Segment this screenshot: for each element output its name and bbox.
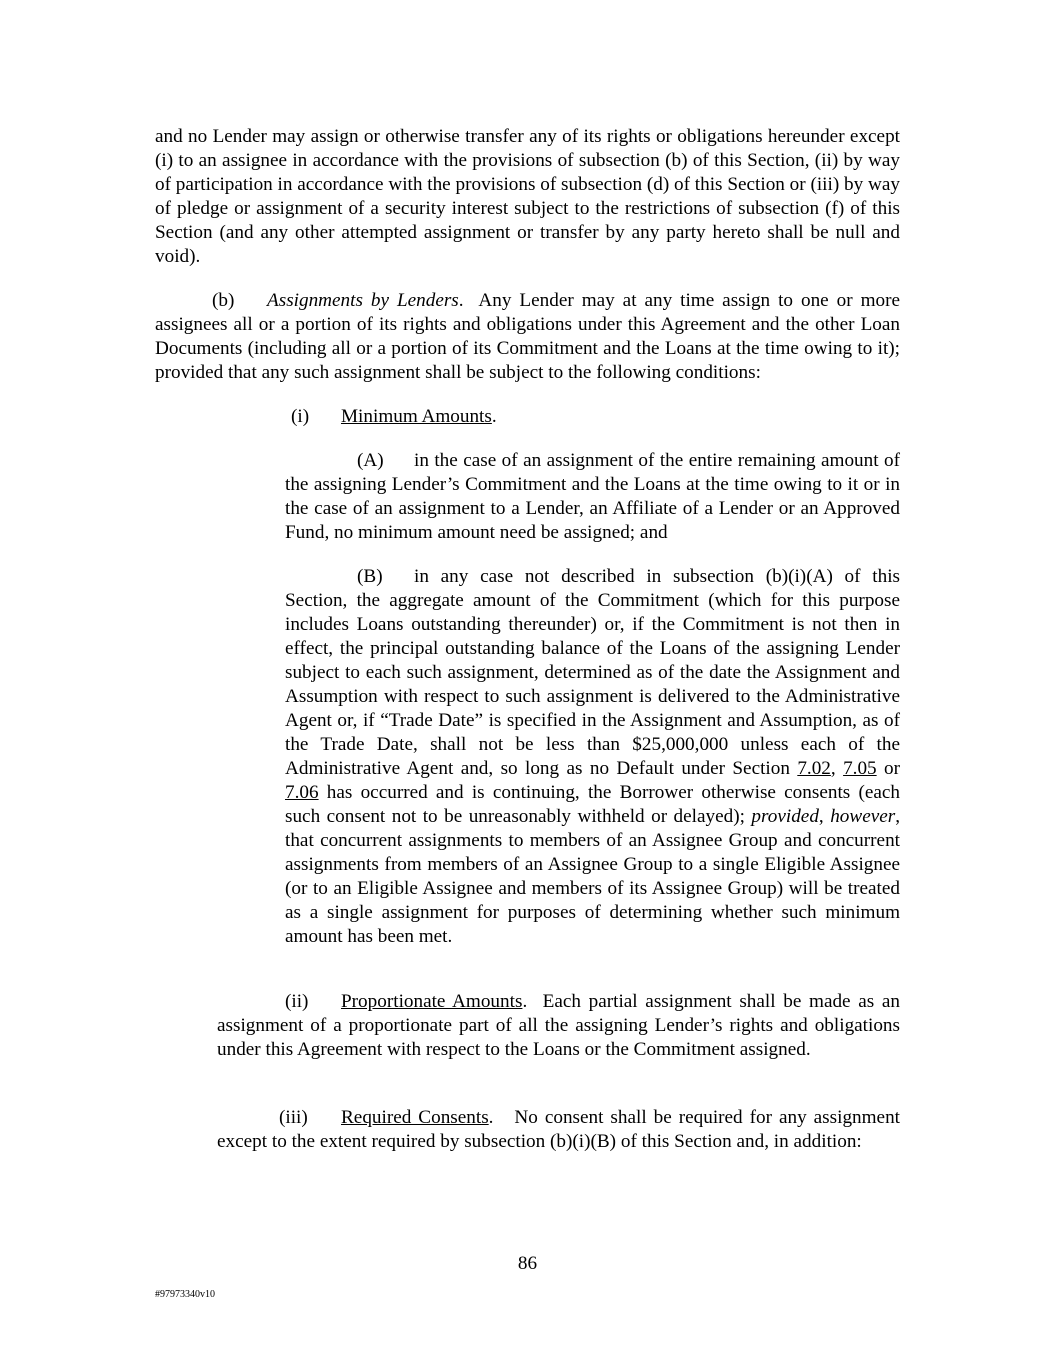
section-b-text: Any Lender may at any time assign to one or more assignees all or a portion of its rights and obligations under this Agreement and the other Loan Documents (including all or a portion of its Commitment and the Loans at the time owing to it); provided that any such assignment shall be subject to the following conditions:: [155, 290, 900, 383]
document-id: #97973340v10: [155, 1289, 215, 1300]
section-b-paragraph: (b) Assignments by Lenders. Any Lender may at any time assign to one or more assignees all or a portion of its rights and obligations under this Agreement and the other Loan Documents (including all or a portion of its Commitment and the Loans at the time owing to it); provided that any such assignment shall be subject to the following conditions:: [155, 290, 900, 383]
item-i-label: (i): [291, 406, 310, 427]
item-iii-text: No consent shall be required for any assignment except to the extent required by subsection (b)(i)(B) of this Section and, in addition:: [217, 1107, 900, 1152]
item-i-heading: Minimum Amounts: [341, 406, 492, 427]
item-iii-paragraph: (iii) Required Consents. No consent shall be required for any assignment except to the extent required by subsection (b)(i)(B) of this Section and, in addition:: [217, 1107, 900, 1152]
intro-paragraph: [155, 125, 900, 269]
item-i-heading-line: (i) Minimum Amounts.: [291, 406, 497, 427]
item-b-text-2: has occurred and is continuing, the Borrower otherwise consents (each such consent not to be unreasonably withheld or delayed);: [285, 782, 900, 827]
item-b-label: (B): [357, 566, 383, 587]
however-term: however: [830, 806, 896, 827]
item-ii-paragraph: (ii) Proportionate Amounts. Each partial assignment shall be made as an assignment of a proportionate part of all the assigning Lender’s rights and obligations under this Agreement with respect to the Loans or the Commitment assigned.: [217, 991, 901, 1060]
page-number: 86: [517, 1253, 538, 1274]
item-b-text-1: in any case not described in subsection (b)(i)(A) of this Section, the aggregate amount of the Commitment (which for this purpose includes Loans outstanding thereunder) or, if the Commitment is not then in effect, the principal outstanding balance of the Loans of the assigning Lender subject to each such assignment, determined as of the date the Assignment and Assumption with respect to such assignment is delivered to the Administrative Agent or, if “Trade Date” is specified in the Assignment and Assumption, as of the Trade Date, shall not be less than $25,000,000 unless each of the Administrative Agent and, so long as no Default under Section: [285, 566, 900, 779]
section-b-heading: Assignments by Lenders: [267, 290, 459, 311]
provided-term: provided: [751, 806, 819, 827]
item-ii-heading: Proportionate Amounts: [341, 991, 523, 1012]
intro-text: and no Lender may assign or otherwise transfer any of its rights or obligations hereunder except (i) to an assignee in accordance with the provisions of subsection (b) of this Section, (ii) by way of participation in accordance with the provisions of subsection (d) of this Section or (iii) by way of pledge or assignment of a security interest subject to the restrictions of subsection (f) of this Section (and any other attempted assignment or transfer by any party hereto shall be null and void).: [155, 126, 900, 267]
section-ref-7-02: 7.02: [797, 758, 831, 779]
item-iii-label: (iii): [279, 1107, 308, 1128]
section-ref-7-06: 7.06: [285, 782, 319, 803]
item-b-paragraph: (B) in any case not described in subsection (b)(i)(A) of this Section, the aggregate amount of the Commitment (which for this purpose includes Loans outstanding thereunder) or, if the Commitment is not then in effect, the principal outstanding balance of the Loans of the assigning Lender subject to each such assignment, determined as of the date the Assignment and Assumption with respect to such assignment is delivered to the Administrative Agent or, if “Trade Date” is specified in the Assignment and Assumption, as of the Trade Date, shall not be less than $25,000,000 unless each of the Administrative Agent and, so long as no Default under Section 7.02, 7.05 or 7.06 has occurred and is continuing, the Borrower otherwise consents (each such consent not to be unreasonably withheld or delayed); provided, however, that concurrent assignments to members of an Assignee Group and concurrent assignments from members of an Assignee Group to a single Eligible Assignee (or to an Eligible Assignee and members of its Assignee Group) will be treated as a single assignment for purposes of determining whether such minimum amount has been met.: [285, 566, 901, 947]
item-a-paragraph: [285, 449, 900, 545]
item-ii-text: Each partial assignment shall be made as an assignment of a proportionate part of all the assigning Lender’s rights and obligations under this Agreement with respect to the Loans or the Commitment assigned.: [217, 991, 901, 1060]
section-b-label: (b): [212, 290, 235, 311]
item-b-text-3: , that concurrent assignments to members of an Assignee Group and concurrent assignments from members of an Assignee Group to a single Eligible Assignee (or to an Eligible Assignee and members of its Assignee Group) will be treated as a single assignment for purposes of determining whether such minimum amount has been met.: [285, 806, 901, 947]
item-a-label: (A): [357, 450, 384, 471]
item-a-text: in the case of an assignment of the entire remaining amount of the assigning Lender’s Commitment and the Loans at the time owing to it or in the case of an assignment to a Lender, an Affiliate of a Lender or an Approved Fund, no minimum amount need be assigned; and: [285, 450, 900, 543]
section-ref-7-05: 7.05: [843, 758, 877, 779]
item-ii-label: (ii): [285, 991, 309, 1012]
item-iii-heading: Required Consents: [341, 1107, 489, 1128]
